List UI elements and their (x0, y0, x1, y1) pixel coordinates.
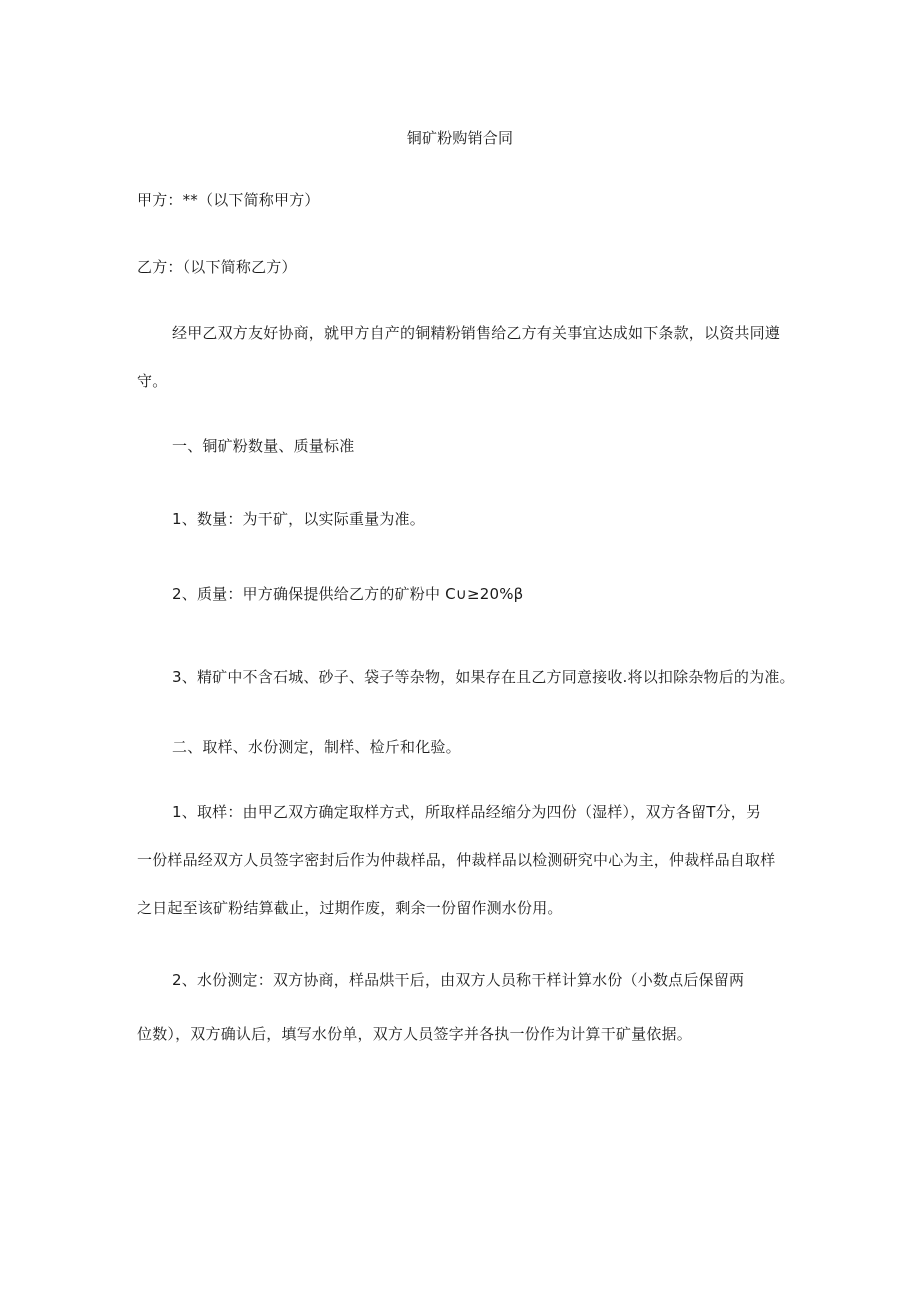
section-1-heading: 一、铜矿粉数量、质量标准 (172, 437, 355, 455)
section-2-item-1-line-1: 1、取样：由甲乙双方确定取样方式，所取样品经缩分为四份（湿样），双方各留T分，另 (172, 803, 762, 821)
intro-paragraph-line-1: 经甲乙双方友好协商，就甲方自产的铜精粉销售给乙方有关事宜达成如下条款，以资共同遵 (172, 324, 781, 342)
section-2-heading: 二、取样、水份测定，制样、检斤和化验。 (172, 738, 461, 756)
section-1-item-3: 3、精矿中不含石城、砂子、袋子等杂物，如果存在且乙方同意接收.将以扣除杂物后的为准。 (172, 668, 795, 686)
section-1-item-2: 2、质量：甲方确保提供给乙方的矿粉中 C∪≥20%β (172, 585, 524, 603)
section-2-item-1-line-3: 之日起至该矿粉结算截止，过期作废，剩余一份留作测水份用。 (137, 899, 563, 917)
section-2-item-2-line-1: 2、水份测定：双方协商，样品烘干后，由双方人员称干样计算水份（小数点后保留两 (172, 971, 745, 989)
section-2-item-2-line-2: 位数），双方确认后，填写水份单，双方人员签字并各执一份作为计算干矿量依据。 (137, 1025, 692, 1043)
party-b-line: 乙方：（以下简称乙方） (137, 258, 297, 276)
document-title: 铜矿粉购销合同 (406, 129, 514, 147)
section-1-item-1: 1、数量：为干矿，以实际重量为准。 (172, 510, 425, 528)
section-2-item-1-line-2: 一份样品经双方人员签字密封后作为仲裁样品，仲裁样品以检测研究中心为主，仲裁样品自取样 (137, 851, 776, 869)
party-a-line: 甲方：**（以下简称甲方） (137, 191, 320, 209)
intro-paragraph-line-2: 守。 (137, 372, 168, 390)
